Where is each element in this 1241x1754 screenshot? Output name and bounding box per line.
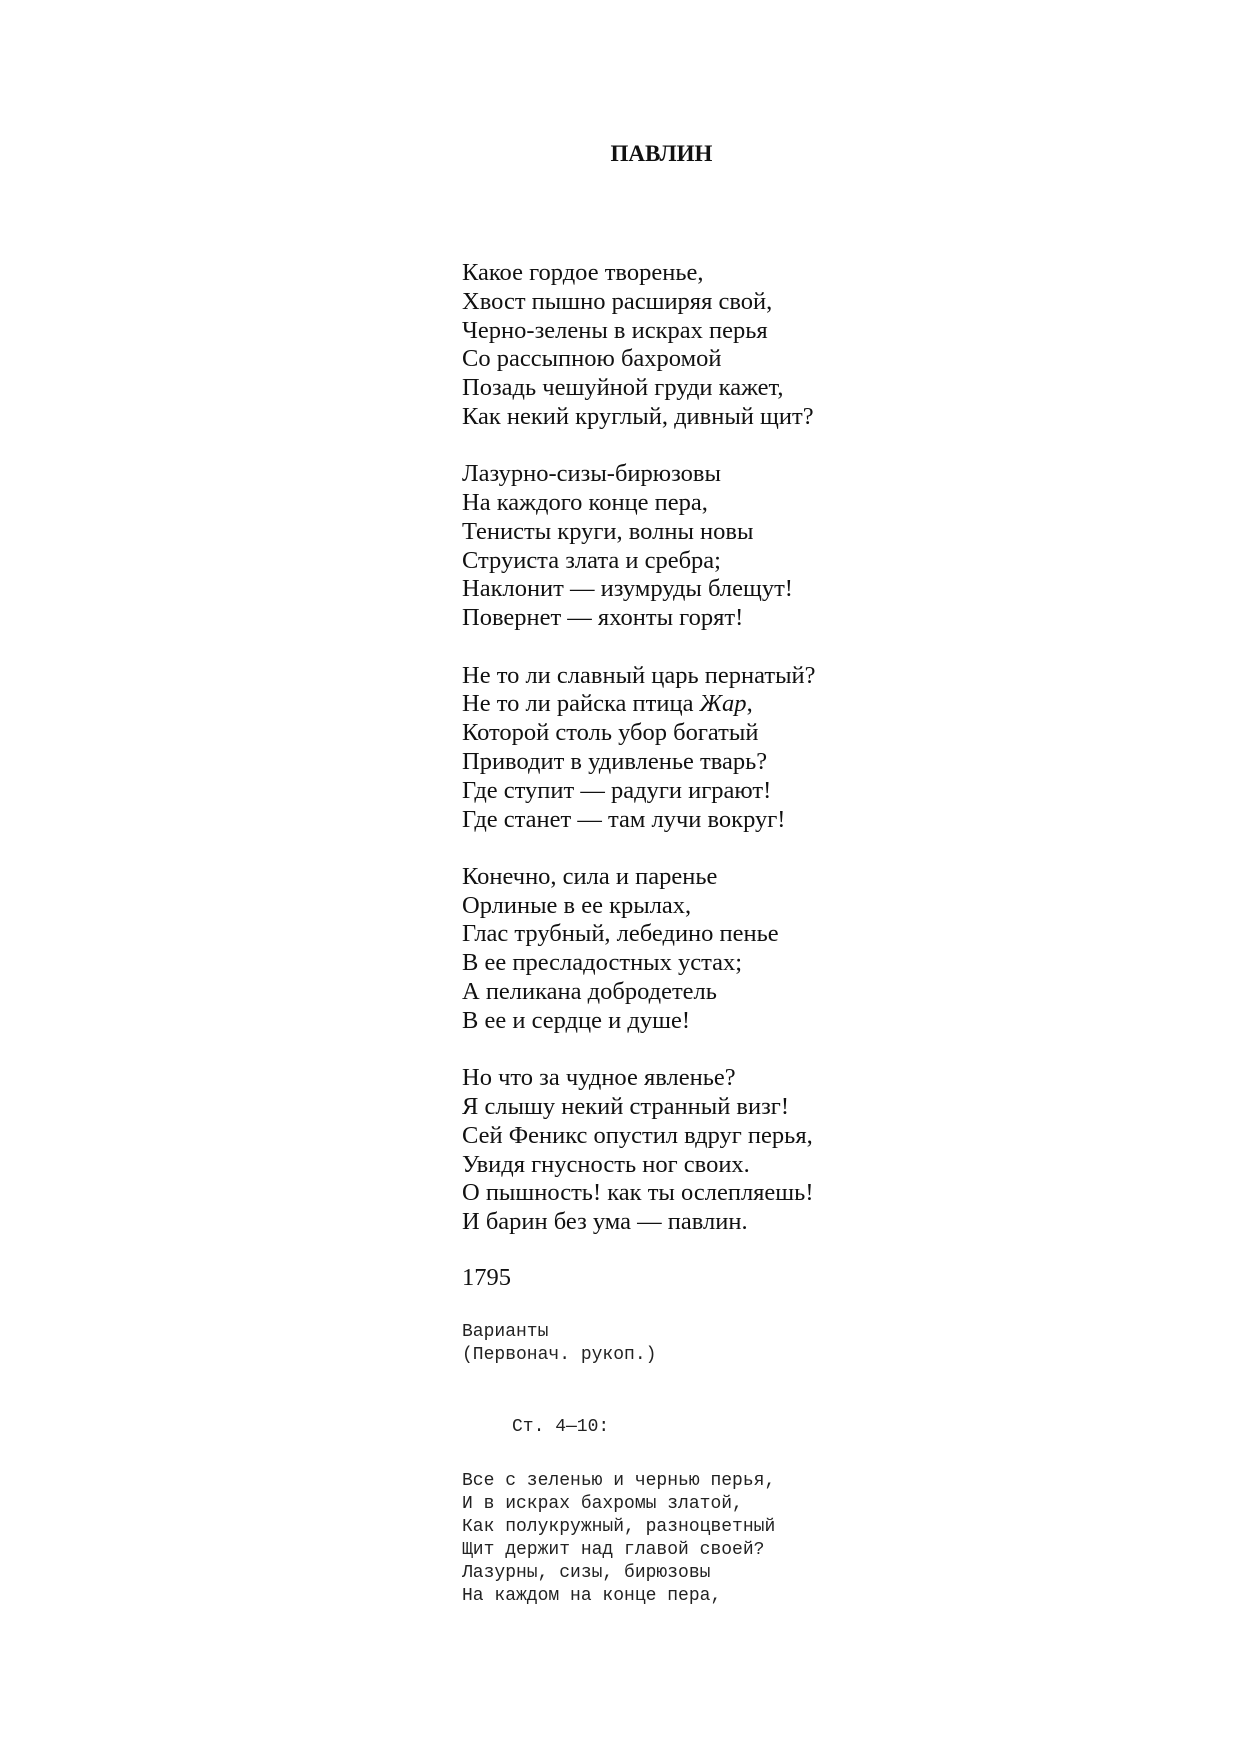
- variants-header: [462, 1321, 656, 1367]
- poem-line: Где ступит — радуги играют!: [462, 776, 772, 804]
- poem-line: О пышность! как ты ослепляешь!: [462, 1179, 814, 1207]
- poem-line: Я слышу некий странный визг!: [462, 1092, 789, 1120]
- stanza-3: [462, 662, 1022, 835]
- poem-line: Орлиные в ее крылах,: [462, 891, 692, 919]
- poem-line: И барин без ума — павлин.: [462, 1208, 748, 1236]
- poem-title: ПАВЛИН: [610, 141, 713, 166]
- poem-line-with-italic: [462, 690, 1022, 719]
- poem-line: Хвост пышно расширяя свой,: [462, 287, 773, 315]
- stanza-1: [462, 259, 1022, 432]
- poem-line: Где станет — там лучи вокруг!: [462, 805, 786, 833]
- poem-line: Тенисты круги, волны новы: [462, 517, 754, 545]
- poem-line: Черно-зелены в искрах перья: [462, 316, 768, 344]
- poem-line: Струиста злата и сребра;: [462, 546, 721, 574]
- poem-line: Позадь чешуйной груди кажет,: [462, 374, 784, 402]
- poem-line: Но что за чудное явленье?: [462, 1064, 736, 1092]
- poem-line: Наклонит — изумруды блещут!: [462, 575, 793, 603]
- poem-line: Какое гордое творенье,: [462, 259, 704, 286]
- variant-text: [462, 1470, 775, 1608]
- poem-line: Повернет — яхонты горят!: [462, 604, 744, 632]
- poem-line: Увидя гнусность ног своих.: [462, 1150, 750, 1178]
- poem-line: Приводит в удивленье тварь?: [462, 747, 768, 775]
- variants-heading: Варианты: [462, 1322, 549, 1342]
- variant-line: И в искрах бахромы златой,: [462, 1494, 743, 1514]
- poem-line: Лазурно-сизы-бирюзовы: [462, 460, 721, 488]
- poem-line: В ее пресладостных устах;: [462, 949, 743, 977]
- poem-line: На каждого конце пера,: [462, 489, 708, 517]
- poem-body: [462, 259, 1022, 1265]
- poem-line: Как некий круглый, дивный щит?: [462, 402, 814, 430]
- stanza-2: [462, 460, 1022, 633]
- poem-line: Конечно, сила и паренье: [462, 862, 718, 890]
- poem-line: В ее и сердце и душе!: [462, 1006, 690, 1034]
- stanza-5: [462, 1064, 1022, 1237]
- variant-line: Щит держит над главой своей?: [462, 1540, 765, 1560]
- variants-source: (Первонач. рукоп.): [462, 1345, 657, 1365]
- variant-line: На каждом на конце пера,: [462, 1586, 722, 1606]
- poem-line: Со рассыпною бахромой: [462, 345, 722, 373]
- poem-year: 1795: [462, 1264, 511, 1291]
- poem-line: А пеликана добродетель: [462, 978, 717, 1006]
- verse-reference: Ст. 4—10:: [512, 1417, 610, 1437]
- stanza-4: [462, 863, 1022, 1036]
- italic-word: Жар: [699, 690, 747, 718]
- variant-line: Все с зеленью и чернью перья,: [462, 1471, 776, 1491]
- poem-line: Глас трубный, лебедино пенье: [462, 920, 779, 948]
- italic-suffix: ,: [746, 690, 753, 718]
- variant-line: Лазурны, сизы, бирюзовы: [462, 1563, 711, 1583]
- poem-line: Сей Феникс опустил вдруг перья,: [462, 1121, 813, 1149]
- variant-line: Как полукружный, разноцветный: [462, 1517, 776, 1537]
- poem-line-text: Не то ли райска птица: [462, 690, 694, 718]
- poem-line: Не то ли славный царь пернатый?: [462, 661, 816, 689]
- poem-line: Которой столь убор богатый: [462, 719, 759, 747]
